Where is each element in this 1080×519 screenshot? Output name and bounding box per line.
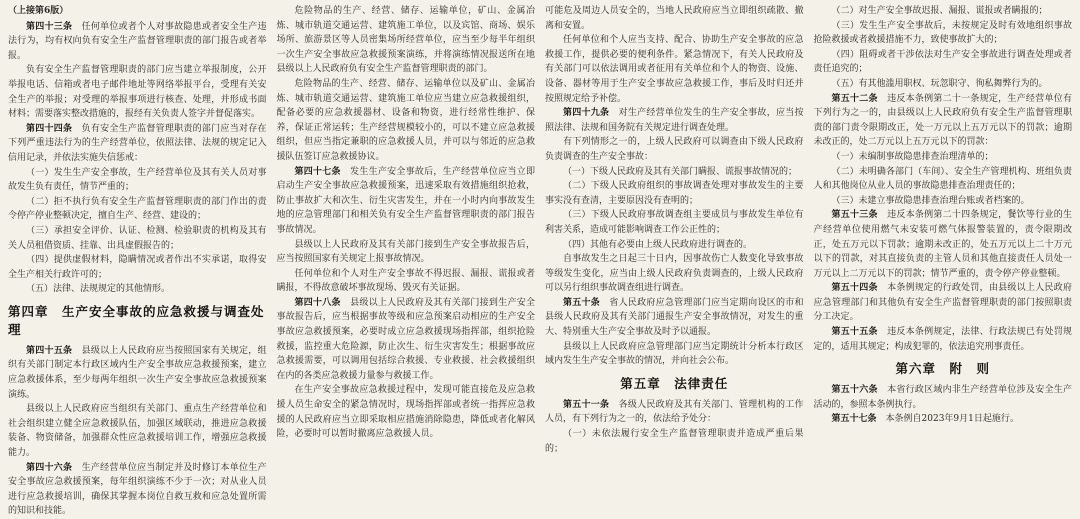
article-paragraph: [814, 325, 1073, 354]
article-paragraph: [545, 33, 804, 106]
article-text: 各级人民政府及其有关部门、管理机构的工作人员，有下列行为之一的，依法给予处分：: [545, 399, 804, 425]
article-text: 危险物品的生产、经营、储存、运输单位以及矿山、金属冶炼、城市轨道交通运营、建筑施工单位应当建立应急救援组织，配备必要的应急救援器材、设备和物资，进行经常性维护、保养，保证正常运转；生产经营规模较小的，可以不建立应急救援组织，但应当指定兼职的应急救援人员，并可以与邻近的应急救援队伍签订应急救援协议。: [276, 78, 535, 162]
list-item: [8, 166, 267, 195]
article-text: （一）未编制事故隐患排查治理清单的；: [831, 151, 994, 162]
article-text: 任何单位和个人应当支持、配合、协助生产安全事故的应急救援工作，提供必要的便利条件。紧急情况下，有关人民政府及有关部门可以依法调用或者征用有关单位和个人的物资、设施、设备、器材等用于生产安全事故应急救援工作，事后及时归还并按照规定给予补偿。: [545, 35, 804, 104]
article-text: 县级以上人民政府应急管理部门应当定期统计分析本行政区域内发生生产安全事故的情况，并向社会公布。: [545, 341, 804, 367]
article-text: （三）未建立事故隐患排查治理台账或者档案的。: [831, 195, 1030, 206]
text-column-2: [277, 4, 536, 519]
article-text: 发生生产安全事故后，生产经营单位应当立即启动生产安全事故应急救援预案，迅速采取有效措施组织抢救，防止事故扩大和次生、衍生灾害发生，并在一小时内向事故发生地的应急管理部门和相关负有安全生产监督管理职责的部门报告事故情况。: [276, 166, 535, 235]
article-paragraph: [8, 344, 267, 402]
chapter-heading: 第四章 生产安全事故的应急救援与调查处理: [8, 303, 265, 337]
article-number: 第五十七条: [831, 414, 877, 425]
text-column-1: [8, 4, 267, 519]
article-text: （一）下级人民政府及其有关部门瞒报、谎报事故情况的；: [563, 166, 798, 177]
article-text: 违反本条例第二十四条规定，餐饮等行业的生产经营单位使用燃气未安装可燃气体报警装置的，责令限期改正，处五万元以下罚款；逾期未改正的，处五万元以上二十万元以下的罚款，对其直接负责的主管人员和其他直接责任人员处一万元以上二万元以下的罚款；情节严重的，责令停产停业整顿。: [813, 210, 1072, 279]
article-text: 本条例自2023年9月1日起施行。: [885, 414, 1019, 425]
article-text: （二）对生产安全事故迟报、漏报、谎报或者瞒报的；: [831, 6, 1048, 16]
article-paragraph: [8, 63, 267, 121]
list-item: [8, 224, 267, 253]
list-item: [545, 427, 804, 456]
article-paragraph: [8, 122, 267, 166]
article-text: 危险物品的生产、经营、储存、运输单位，矿山、金属冶炼、城市轨道交通运营、建筑施工单位，以及宾馆、商场、娱乐场所、旅游景区等人员密集场所经营单位，应当至少每半年组织一次生产安全事故应急救援预案演练，并将演练情况报送所在地县级以上人民政府负有安全生产监督管理职责的部门。: [276, 6, 535, 75]
article-paragraph: [8, 461, 267, 519]
article-text: 任何单位和个人对生产安全事故不得迟报、漏报、谎报或者瞒报，不得故意破坏事故现场、毁灭有关证据。: [276, 268, 535, 294]
article-text: 县级以上人民政府应当组织有关部门、重点生产经营单位和社会组织建立健全应急救援队伍，加强区域联动，推进应急救援装备、物资储备，加强群众性应急救援培训工作，增强应急救援能力。: [8, 404, 267, 459]
article-text: 有下列情形之一的，上级人民政府可以调查由下级人民政府负责调查的生产安全事故：: [545, 137, 804, 162]
article-text: （四）其他有必要由上级人民政府进行调查的。: [563, 239, 753, 250]
article-text: （三）承担安全评价、认证、检测、检验职责的机构及其有关人员租借资质、挂靠、出具虚假报告的；: [8, 225, 267, 251]
list-item: [814, 165, 1073, 194]
text-column-4: [814, 4, 1073, 519]
article-paragraph: [545, 135, 804, 164]
article-text: 违反本条例第二十一条规定，生产经营单位有下列行为之一的，由县级以上人民政府负有安全生产监督管理职责的部门责令限期改正，处一万元以上五万元以下的罚款；逾期未改正的，处二万元以上五万元以下的罚款：: [813, 93, 1072, 148]
text-column-3: [545, 4, 804, 519]
list-item: [814, 150, 1073, 165]
article-number: 第四十三条: [26, 21, 73, 32]
article-text: （五）法律、法规规定的其他情形。: [26, 284, 171, 295]
article-number: 第四十九条: [563, 108, 610, 119]
article-text: 负有安全生产监督管理职责的部门应当对存在下列严重违法行为的生产经营单位，依照法律、法规的规定记入信用记录，并依法实施失信惩戒：: [8, 123, 267, 163]
article-text: （一）未依法履行安全生产监督管理职责并造成严重后果的；: [545, 429, 804, 454]
article-number: 第四十五条: [26, 345, 73, 356]
article-paragraph: [814, 281, 1073, 325]
article-text: 违反本条例规定，法律、行政法规已有处罚规定的，适用其规定；构成犯罪的，依法追究刑事责任。: [813, 327, 1072, 352]
article-number: 第四十八条: [294, 297, 341, 308]
article-text: （二）下级人民政府组织的事故调查处理对事故发生的主要事实没有查清，主要原因没有查明的；: [545, 181, 804, 206]
list-item: [8, 253, 267, 282]
article-text: （二）未明确各部门（车间）、安全生产管理机构、班组负责人和其他岗位从业人员的事故隐患排查治理责任的；: [813, 166, 1072, 192]
list-item: [814, 194, 1073, 209]
article-text: 本省行政区域内非生产经营单位涉及安全生产活动的，参照本条例执行。: [813, 385, 1072, 410]
article-text: （四）提供虚假材料，隐瞒情况或者作出不实承诺，取得安全生产相关行政许可的；: [8, 255, 267, 280]
article-text: 县级以上人民政府及其有关部门接到生产安全事故报告后，应当根据事故等级和应急预案启动相应的生产安全事故应急救援预案，必要时成立应急救援现场指挥部，组织抢险救援，监控重大危险源，防止次生、衍生灾害发生；根据事故应急救援需要，可以调用包括综合救援、专业救援、社会救援组织在内的各类应急救援力量参与救援工作。: [276, 297, 535, 381]
list-item: [545, 165, 804, 180]
article-text: 县级以上人民政府应当按照国家有关规定，组织有关部门制定本行政区域内生产安全事故应急救援预案，建立应急救援体系，至少每两年组织一次生产安全事故应急救援预案演练。: [8, 345, 267, 400]
list-item: [814, 48, 1073, 77]
article-paragraph: [277, 296, 536, 384]
article-paragraph: [8, 402, 267, 460]
article-paragraph: [277, 165, 536, 238]
article-text: 省人民政府应急管理部门应当定期向设区的市和县级人民政府及其有关部门通报生产安全事故情况，对发生的重大、特别重大生产安全事故及时予以通报。: [545, 297, 804, 338]
article-number: 第五十一条: [563, 399, 610, 410]
article-paragraph: [277, 4, 536, 77]
article-text: 任何单位或者个人对事故隐患或者安全生产违法行为，均有权向负有安全生产监督管理职责的部门报告或者举报。: [8, 21, 267, 61]
article-paragraph: [814, 92, 1073, 150]
article-text: 负有安全生产监督管理职责的部门应当建立举报制度，公开举报电话、信箱或者电子邮件地址等网络举报平台，受理有关安全生产的举报；对受理的举报事项进行核查、处理，并形成书面材料；需要落实整改措施的，报经有关负责人签字并督促落实。: [8, 65, 267, 120]
article-paragraph: [545, 4, 804, 33]
article-number: 第四十六条: [26, 462, 73, 473]
article-paragraph: [545, 106, 804, 135]
list-item: [545, 238, 804, 253]
article-paragraph: [814, 383, 1073, 412]
article-text: （一）发生生产安全事故，生产经营单位及其有关人员对事故发生负有责任，情节严重的；: [8, 167, 267, 193]
article-text: （五）有其他滥用职权、玩忽职守、徇私舞弊行为的。: [831, 78, 1048, 89]
article-paragraph: [814, 208, 1073, 281]
article-number: 第五十六条: [831, 385, 878, 396]
article-paragraph: [545, 340, 804, 369]
article-text: 自事故发生之日起三十日内，因事故伤亡人数变化导致事故等级发生变化，应当由上级人民政府负责调查的，上级人民政府可以另行组织事故调查组进行调查。: [545, 254, 804, 294]
article-paragraph: [277, 238, 536, 267]
article-paragraph: [545, 398, 804, 427]
article-text: 生产经营单位应当制定并及时修订本单位生产安全事故应急救援预案，每年组织演练不少于一次；对从业人员进行应急救援培训，确保其掌握本岗位自救互救和应急处置所需的知识和技能。: [8, 462, 267, 517]
article-text: 可能危及周边人员安全的，当地人民政府应当立即组织疏散、撤离和安置。: [545, 6, 804, 31]
article-number: 第五十二条: [831, 93, 878, 104]
article-text: （二）拒不执行负有安全生产监督管理职责的部门作出的责令停产停业整顿决定，擅自生产、经营、建设的；: [8, 196, 267, 222]
article-paragraph: [277, 77, 536, 165]
article-text: 县级以上人民政府及其有关部门接到生产安全事故报告后，应当按照国家有关规定上报事故情况。: [276, 239, 535, 265]
article-number: 第四十四条: [26, 123, 73, 134]
list-item: [545, 179, 804, 208]
article-paragraph: [8, 20, 267, 64]
list-item: [545, 208, 804, 237]
list-item: [8, 195, 267, 224]
article-paragraph: [545, 296, 804, 340]
continued-label: （上接第6版）: [8, 6, 69, 16]
article-text: 在生产安全事故应急救援过程中，发现可能直接危及应急救援人员生命安全的紧急情况时，现场指挥部或者统一指挥应急救援的人民政府应当立即采取相应措施消除隐患，降低或者化解风险，必要时可以暂时撤离应急救援人员。: [276, 385, 535, 440]
article-text: 对生产经营单位发生的生产安全事故，应当按照法律、法规和国务院有关规定进行调查处理。: [545, 108, 804, 133]
chapter-heading: 第六章 附 则: [895, 361, 990, 377]
article-number: 第五十三条: [831, 210, 878, 221]
chapter-heading: 第五章 法律责任: [620, 375, 729, 391]
article-paragraph: [277, 383, 536, 441]
list-item: [814, 19, 1073, 48]
article-number: 第五十条: [563, 297, 601, 308]
article-text: 本条例规定的行政处罚，由县级以上人民政府应急管理部门和其他负有安全生产监督管理职责的部门按照职责分工决定。: [813, 283, 1072, 323]
article-text: （四）阻碍或者干涉依法对生产安全事故进行调查处理或者责任追究的；: [813, 49, 1072, 75]
list-item: [8, 282, 267, 297]
article-number: 第五十五条: [831, 327, 878, 338]
article-paragraph: [277, 267, 536, 296]
article-number: 第四十七条: [294, 166, 341, 177]
article-paragraph: [814, 412, 1073, 427]
article-text: （三）发生生产安全事故后，未按规定及时有效地组织事故抢险救援或者救援措施不力，致使事故扩大的；: [813, 20, 1072, 46]
list-item: [814, 4, 1073, 19]
article-text: （三）下级人民政府事故调查组主要成员与事故发生单位有利害关系，造成可能影响调查工作公正性的；: [545, 210, 804, 235]
article-number: 第五十四条: [831, 283, 878, 294]
article-paragraph: [545, 252, 804, 296]
list-item: [814, 77, 1073, 92]
